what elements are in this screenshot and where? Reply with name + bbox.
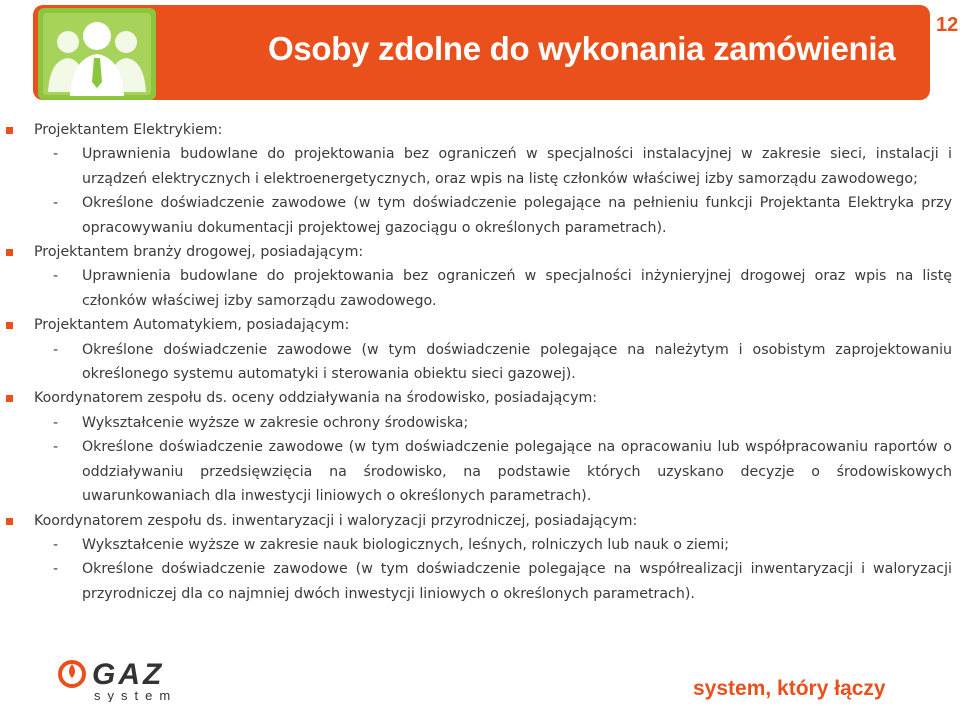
dash-marker: -: [53, 561, 59, 578]
sub-item-text: Uprawnienia budowlane do projektowania bez ograniczeń w specjalności instalacyjnej w zakresie sieci, instalacji i urządzeń elektrycznych i elektroenergetycznych, oraz wpis na listę członków właściwej izby samorządu zawodowego;: [82, 146, 952, 187]
square-bullet-icon: [6, 395, 13, 402]
dash-marker: -: [53, 268, 59, 285]
sub-item-text: Określone doświadczenie zawodowe (w tym doświadczenie polegające na pełnieniu funkcji Projektanta Elektryka przy opracowywaniu dokumentacji projektowej gazociągu o określonych parametrach).: [82, 195, 952, 236]
sub-item: [0, 435, 960, 508]
square-bullet-icon: [6, 322, 13, 329]
sub-item-text: Uprawnienia budowlane do projektowania bez ograniczeń w specjalności inżynieryjnej drogowej oraz wpis na listę członków właściwej izby samorządu zawodowego.: [82, 268, 952, 309]
dash-marker: -: [53, 146, 59, 163]
bullet-item: [0, 118, 960, 142]
bullet-item: [0, 509, 960, 533]
sub-item: [0, 264, 960, 313]
sub-item-text: Określone doświadczenie zawodowe (w tym doświadczenie polegające na należytym i osobistym zaprojektowaniu określonego systemu automatyki i sterowania obiektu sieci gazowej).: [82, 341, 952, 383]
square-bullet-icon: [6, 249, 13, 256]
bullet-heading: Projektantem branży drogowej, posiadającym:: [34, 244, 364, 261]
people-group-icon: [38, 8, 156, 100]
sub-item-text: Wykształcenie wyższe w zakresie ochrony środowiska;: [82, 414, 469, 431]
square-bullet-icon: [6, 518, 13, 525]
sub-item-text: Określone doświadczenie zawodowe (w tym doświadczenie polegające na opracowaniu lub współpracowaniu raportów o oddziaływaniu przedsięwzięcia na środowisko, na podstawie których uzyskano decyzje o środowiskowych uwarunkowaniach dla inwestycji liniowych o określonych parametrach).: [82, 439, 952, 505]
bullet-heading: Koordynatorem zespołu ds. inwentaryzacji i waloryzacji przyrodniczej, posiadającym:: [34, 512, 638, 529]
square-bullet-icon: [6, 127, 13, 134]
sub-item-text: Określone doświadczenie zawodowe (w tym doświadczenie polegające na współrealizacji inwentaryzacji i waloryzacji przyrodniczej dla co najmniej dwóch inwestycji liniowych o określonych parametrach).: [82, 561, 952, 602]
dash-marker: -: [53, 536, 59, 553]
brand-top: GAZ: [92, 658, 165, 691]
bullet-item: [0, 313, 960, 337]
slide-number: 12: [936, 14, 959, 36]
sub-item: [0, 533, 960, 557]
bullet-heading: Koordynatorem zespołu ds. oceny oddziaływania na środowisko, posiadającym:: [34, 390, 598, 407]
dash-marker: -: [53, 439, 59, 456]
sub-item: [0, 411, 960, 435]
bullet-item: [0, 240, 960, 264]
dash-marker: -: [53, 414, 59, 431]
sub-item: [0, 191, 960, 240]
bullet-item: [0, 386, 960, 410]
dash-marker: -: [53, 341, 59, 358]
slide-title: Osoby zdolne do wykonania zamówienia: [268, 30, 896, 67]
sub-item: [0, 557, 960, 606]
bullet-heading: Projektantem Elektrykiem:: [34, 122, 223, 138]
tagline: system, który łączy: [693, 677, 886, 700]
dash-marker: -: [53, 195, 59, 212]
brand-bottom: system: [94, 688, 178, 702]
bullet-heading: Projektantem Automatykiem, posiadającym:: [34, 317, 350, 334]
flame-g-icon: [60, 662, 84, 686]
gaz-system-logo: [58, 656, 238, 702]
sub-item: [0, 338, 960, 387]
sub-item: [0, 142, 960, 191]
slide-content: [0, 118, 960, 606]
sub-item-text: Wykształcenie wyższe w zakresie nauk biologicznych, leśnych, rolniczych lub nauk o ziemi;: [82, 536, 730, 553]
